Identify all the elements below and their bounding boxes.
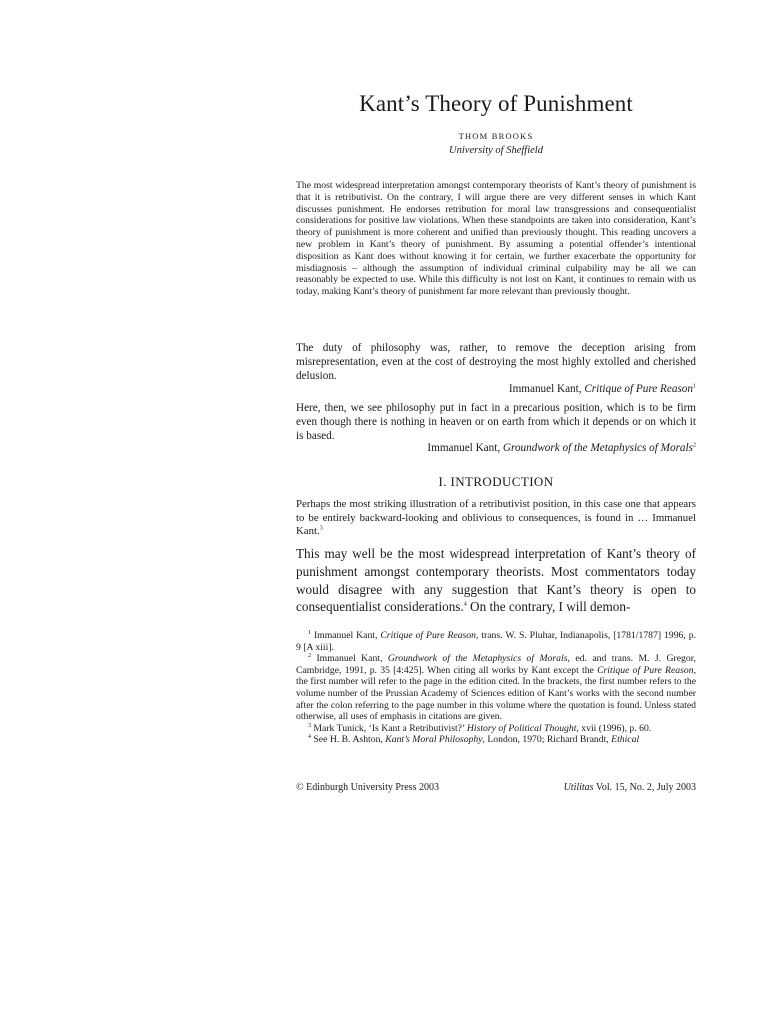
epigraph-2-note: 2 (693, 442, 696, 449)
footnote-4-mid: , London, 1970; Richard Brandt, (482, 734, 612, 746)
epigraph-1-work: Critique of Pure Reason (584, 383, 693, 395)
block-quote (296, 498, 696, 539)
journal-volume: Vol. 15, No. 2, July 2003 (593, 782, 696, 793)
block-quote-note: 3 (319, 525, 323, 532)
epigraph-1-attribution (509, 383, 696, 397)
footnotes (296, 630, 696, 746)
epigraph-1-author: Immanuel Kant, (508, 383, 585, 395)
block-quote-text: Perhaps the most striking illustration of a retributivist position, in this case one that appears to be entirely backward-looking and oblivious to consequences, is found in … Immanuel Kant. (296, 498, 696, 538)
footnote-2-mid: , ed. and trans. M. J. Gregor, Cambridge, 1991, p. 35 [4:425]. When citing all works by Kant except the (296, 653, 696, 676)
footnote-1-post: , trans. W. S. Pluhar, Indianapolis, [1781/1787] 1996, p. 9 [A xiii]. (296, 630, 697, 653)
epigraph-2-work: Groundwork of the Metaphysics of Morals (502, 442, 693, 454)
epigraph-1-note: 1 (693, 383, 696, 390)
journal-name: Utilitas (563, 782, 594, 793)
author-affiliation: University of Sheffield (449, 145, 543, 156)
epigraph-2-text: Here, then, we see philosophy put in fact in a precarious position, which is to be firm even though there is nothing in heaven or on earth from which it depends or on which it is based. (296, 402, 696, 442)
footnote-4-work: Kant’s Moral Philosophy (385, 734, 483, 746)
footnote-1-number: 1 (308, 629, 311, 636)
footnote-1-pre: Immanuel Kant, (313, 630, 381, 641)
footnote-4-work2: Ethical (611, 734, 640, 746)
footnote-3-pre: Mark Tunick, ‘Is Kant a Retributivist?’ (313, 722, 467, 734)
epigraph-1-text: The duty of philosophy was, rather, to remove the deception arising from misrepresentation, even at the cost of destroying the most highly extolled and cherished delusion. (296, 342, 696, 382)
body-note: 4 (463, 602, 467, 608)
footnote-4-pre: See H. B. Ashton, (313, 734, 386, 746)
footnote-2 (296, 653, 696, 723)
journal-citation (564, 782, 696, 793)
footnote-2-post: , the first number will refer to the page in the edition cited. In the brackets, the first number refers to the volume number of the Prussian Academy of Sciences edition of Kant’s works with the second number after the colon referring to the page number in this volume where the quotation is found. Unless stated otherwise, all uses of emphasis in citations are given. (296, 664, 696, 723)
paper-title: Kant’s Theory of Punishment (359, 91, 633, 116)
body-text-part1: This may well be the most widespread interpretation of Kant’s theory of punishment amongst contemporary theorists. Most commentators today would disagree with any suggestion that Kant’s theory is open to consequentialist considerations. (296, 546, 696, 615)
body-paragraph (296, 545, 696, 616)
footnote-3-post: , xvii (1996), p. 60. (576, 722, 652, 734)
body-text-part2: On the contrary, I will demon- (466, 599, 631, 615)
footnote-3-work: History of Political Thought (466, 722, 577, 734)
footnote-2-work2: Critique of Pure Reason (597, 664, 694, 676)
footnote-3 (296, 723, 696, 735)
epigraph-2-author: Immanuel Kant, (427, 442, 503, 454)
footnote-4 (296, 734, 696, 746)
abstract: The most widespread interpretation amongst contemporary theorists of Kant’s theory of punishment is that it is retributivist. On the contrary, I will argue there are very different senses in which Kant discusses punishment. He endorses retribution for moral law transgressions and consequentialist considerations for positive law violations. When these standpoints are taken into consideration, Kant’s theory of punishment is more coherent and unified than previously thought. This reading uncovers a new problem in Kant’s theory of punishment. By assuming a potential offender’s intentional disposition as Kant does without knowing it for certain, we further exacerbate the opportunity for misdiagnosis – although the assumption of individual criminal culpability may be all we can reasonably be expected to use. While this difficulty is not lost on Kant, it continues to remain with us today, making Kant’s theory of punishment far more relevant than previously thought. (296, 180, 696, 298)
footnote-4-number: 4 (308, 734, 311, 741)
epigraph-2-attribution (427, 442, 696, 456)
footnote-1-work: Critique of Pure Reason (380, 630, 476, 641)
section-heading: I. INTRODUCTION (438, 474, 554, 489)
footnote-2-pre: Immanuel Kant, (316, 653, 388, 665)
footnote-2-number: 2 (308, 652, 311, 659)
copyright-notice: © Edinburgh University Press 2003 (296, 782, 439, 793)
author-name: THOM BROOKS (458, 131, 534, 141)
footnote-3-number: 3 (308, 722, 311, 729)
footnote-1 (296, 630, 696, 653)
footnote-2-work: Groundwork of the Metaphysics of Morals (387, 653, 568, 665)
